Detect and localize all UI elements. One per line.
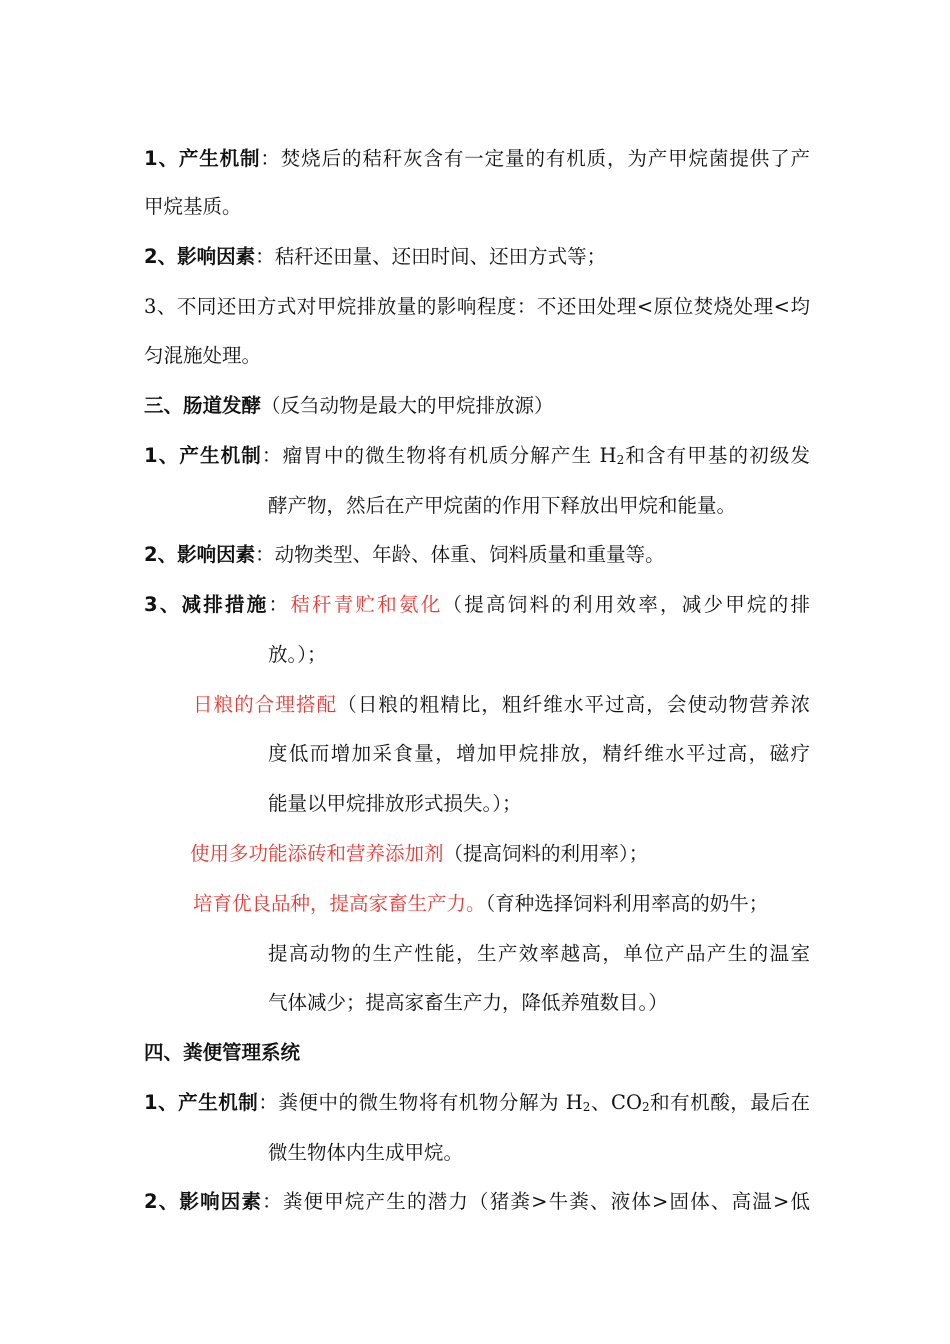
sec2-factors-text: 秸秆还田量、还田时间、还田方式等；	[274, 245, 607, 268]
sec3-measure4-note-cont: 提高动物的生产性能，生产效率越高，单位产品产生的温室	[268, 942, 810, 965]
sec2-comparison-text-cont: 匀混施处理。	[144, 344, 262, 367]
sec3-mechanism-colon: ：	[261, 444, 283, 467]
sec3-measure1-highlight: 秸秆青贮和氨化	[290, 593, 443, 616]
sec4-mechanism-subscript-h2: 2	[582, 1100, 591, 1114]
sec3-mechanism-text-b: 和含有甲基的初级发	[624, 444, 810, 467]
sec4-mechanism-text-b: 、CO	[590, 1091, 642, 1114]
sec2-mechanism-text: 焚烧后的秸秆灰含有一定量的有机质，为产甲烷菌提供了产	[280, 147, 810, 170]
sec3-mechanism-text-a: 瘤胃中的微生物将有机质分解产生 H	[282, 444, 617, 467]
sec2-factors-line	[144, 239, 810, 275]
sec3-measures-label: 3、减排措施	[144, 593, 269, 616]
sec3-factors-text: 动物类型、年龄、体重、饲料质量和重量等。	[274, 543, 665, 566]
sec3-measure4-line1	[193, 886, 810, 922]
sec3-mechanism-subscript: 2	[616, 453, 625, 467]
sec3-measure3-line	[190, 836, 810, 872]
sec3-heading	[144, 388, 810, 424]
sec3-measure2-line2	[268, 736, 810, 772]
sec3-heading-note: （反刍动物是最大的甲烷排放源）	[261, 394, 554, 417]
sec4-factors-colon: ：	[262, 1190, 283, 1213]
sec4-factors-line	[144, 1184, 810, 1220]
sec3-measure2-note-cont: 度低而增加采食量，增加甲烷排放，精纤维水平过高，磁疗	[268, 742, 810, 765]
sec2-factors-colon: ：	[255, 245, 275, 268]
sec4-mechanism-text-cont: 微生物体内生成甲烷。	[268, 1141, 464, 1164]
sec3-factors-label: 2、影响因素	[144, 543, 256, 566]
sec2-comparison-line1	[144, 289, 810, 325]
sec4-mechanism-colon: ：	[258, 1091, 279, 1114]
sec2-factors-label: 2、影响因素	[144, 245, 256, 268]
sec4-mechanism-text-c: 和有机酸，最后在	[649, 1091, 810, 1114]
sec4-mechanism-text-a: 粪便中的微生物将有机物分解为 H	[278, 1091, 583, 1114]
sec3-measures-line1	[144, 587, 810, 623]
sec4-heading	[144, 1035, 810, 1071]
sec3-measure3-note: （提高饲料的利用率）；	[443, 842, 649, 865]
sec2-mechanism-colon: ：	[260, 147, 281, 170]
sec3-measures-colon: ：	[268, 593, 291, 616]
sec2-mechanism-label: 1、产生机制	[144, 147, 261, 170]
sec4-mechanism-subscript-co2: 2	[641, 1100, 650, 1114]
sec3-heading-title: 三、肠道发酵	[144, 394, 262, 417]
sec3-measure4-line2	[268, 936, 810, 972]
sec3-measure2-note: （日粮的粗精比，粗纤维水平过高，会使动物营养浓	[337, 693, 810, 716]
sec2-mechanism-text-cont: 甲烷基质。	[144, 195, 242, 218]
sec4-mechanism-line2	[268, 1135, 810, 1171]
sec3-factors-colon: ：	[255, 543, 275, 566]
sec3-measure1-note-cont: 放。）；	[268, 643, 327, 666]
sec4-factors-label: 2、影响因素	[144, 1190, 263, 1213]
sec4-mechanism-label: 1、产生机制	[144, 1091, 259, 1114]
sec2-mechanism-line2	[144, 189, 810, 225]
sec3-measure3-highlight: 使用多功能添砖和营养添加剂	[190, 842, 444, 865]
sec3-mechanism-label: 1、产生机制	[144, 444, 262, 467]
sec3-measure2-line1	[193, 687, 810, 723]
sec4-heading-title: 四、粪便管理系统	[144, 1041, 301, 1064]
sec3-mechanism-line2	[268, 488, 810, 524]
sec3-measure2-note-end: 能量以甲烷排放形式损失。）；	[268, 792, 522, 815]
sec3-measure4-note: （育种选择饲料利用率高的奶牛；	[485, 892, 769, 915]
sec2-comparison-line2	[144, 338, 810, 374]
sec3-measure4-highlight: 培育优良品种，提高家畜生产力。	[193, 892, 486, 915]
sec4-mechanism-line1	[144, 1085, 810, 1121]
sec3-measure1-note: （提高饲料的利用效率，减少甲烷的排	[442, 593, 810, 616]
sec2-comparison-text: 3、不同还田方式对甲烷排放量的影响程度：不还田处理<原位焚烧处理<均	[144, 295, 810, 318]
sec3-mechanism-text-cont: 酵产物，然后在产甲烷菌的作用下释放出甲烷和能量。	[268, 494, 737, 517]
sec3-factors-line	[144, 537, 810, 573]
sec4-factors-text: 粪便甲烷产生的潜力（猪粪>牛粪、液体>固体、高温>低	[282, 1190, 810, 1213]
sec3-mechanism-line1	[144, 438, 810, 474]
sec2-mechanism-line1	[144, 141, 810, 177]
sec3-measure2-line3	[268, 786, 810, 822]
sec3-measure2-highlight: 日粮的合理搭配	[193, 693, 338, 716]
sec3-measure4-note-end: 气体减少；提高家畜生产力，降低养殖数目。）	[268, 991, 668, 1014]
sec3-measures-line2	[268, 637, 810, 673]
sec3-measure4-line3	[268, 985, 810, 1021]
